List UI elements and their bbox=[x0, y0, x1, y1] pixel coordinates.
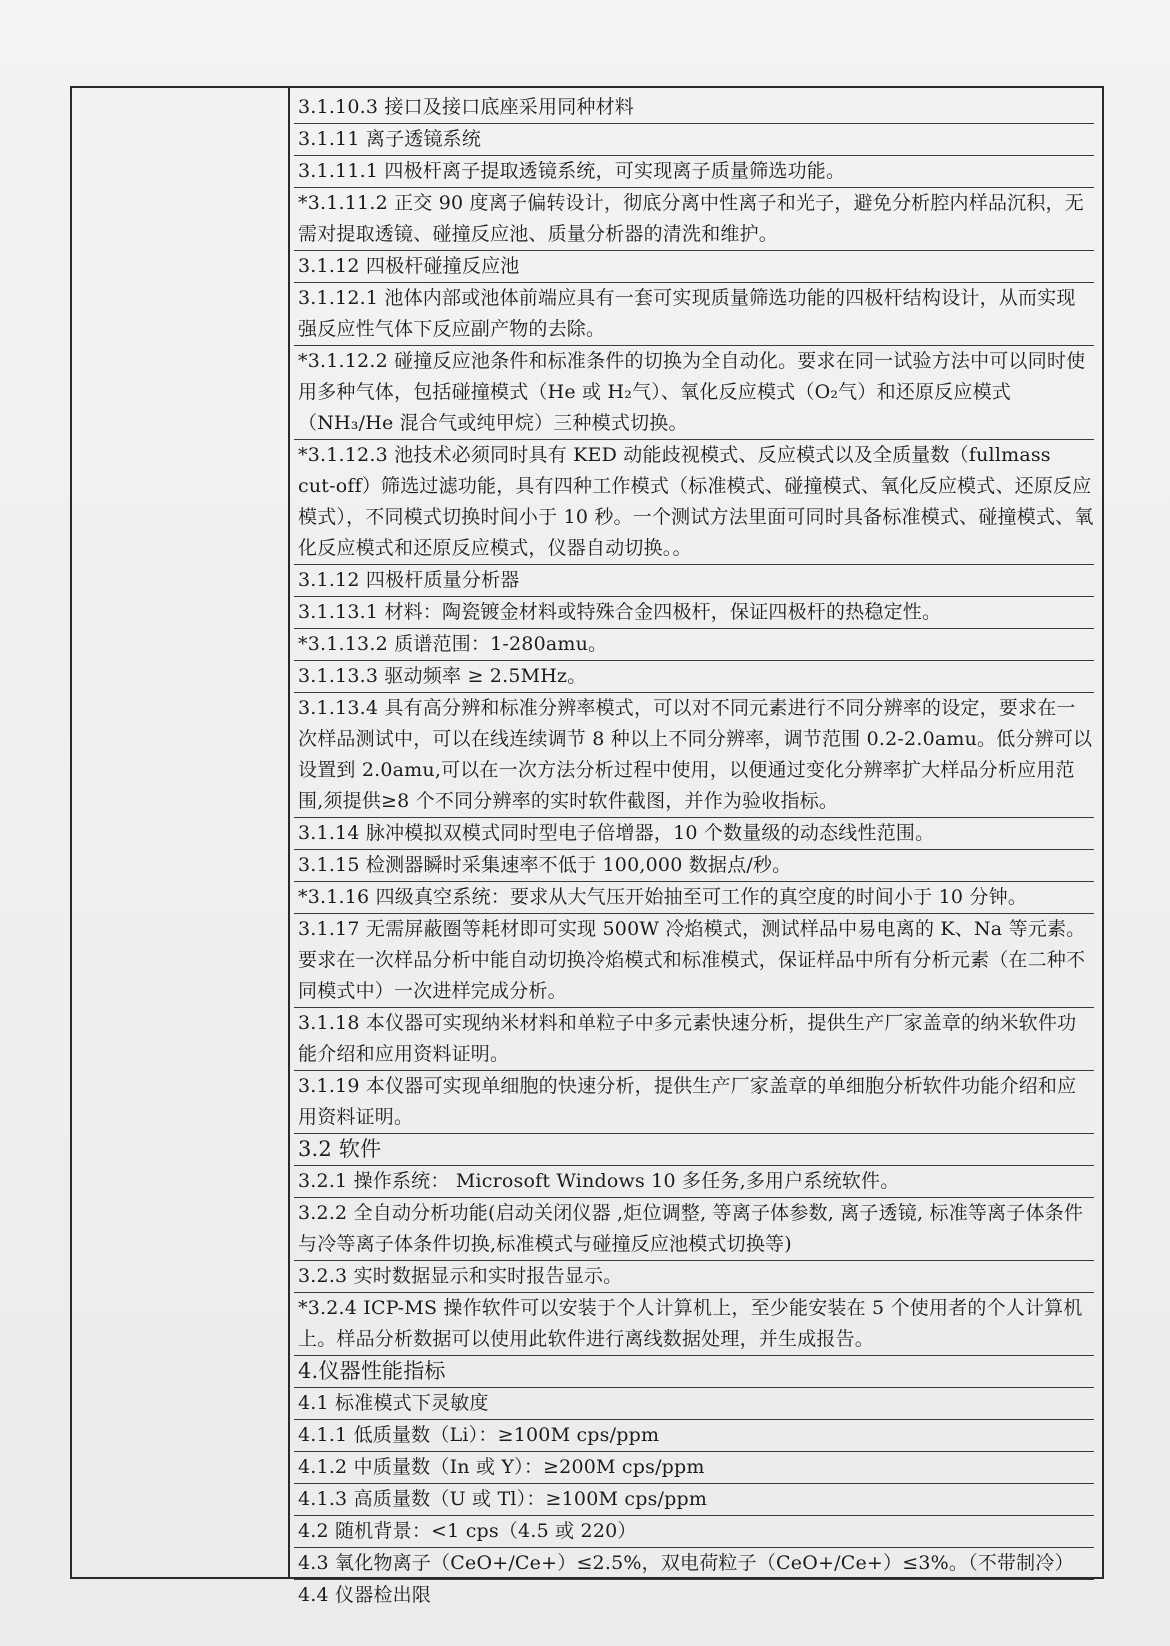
spec-row: 3.1.13.4 具有高分辨和标准分辨率模式，可以对不同元素进行不同分辨率的设定，要求在一次样品测试中，可以在线连续调节 8 种以上不同分辨率，调节范围 0.2-2.0amu。低分辨可以设置到 2.0amu,可以在一次方法分析过程中使用，以便通过变化分辨率扩大样品分析应用范围,须提供≥8 个不同分辨率的实时软件截图，并作为验收指标。 bbox=[294, 693, 1094, 818]
spec-row: 3.1.13.1 材料：陶瓷镀金材料或特殊合金四极杆，保证四极杆的热稳定性。 bbox=[294, 597, 1094, 629]
spec-row: 3.1.12.1 池体内部或池体前端应具有一套可实现质量筛选功能的四极杆结构设计，从而实现强反应性气体下反应副产物的去除。 bbox=[294, 283, 1094, 346]
spec-row: 3.1.13.3 驱动频率 ≥ 2.5MHz。 bbox=[294, 661, 1094, 693]
spec-row: 4.4 仪器检出限 bbox=[298, 1584, 432, 1606]
spec-row: 3.1.18 本仪器可实现纳米材料和单粒子中多元素快速分析，提供生产厂家盖章的纳米软件功能介绍和应用资料证明。 bbox=[294, 1008, 1094, 1071]
spec-row: *3.1.16 四级真空系统：要求从大气压开始抽至可工作的真空度的时间小于 10 分钟。 bbox=[294, 882, 1094, 914]
spec-row: *3.1.13.2 质谱范围：1-280amu。 bbox=[294, 629, 1094, 661]
spec-row: 3.2.1 操作系统： Microsoft Windows 10 多任务,多用户系统软件。 bbox=[294, 1166, 1094, 1198]
spec-row: 3.2.3 实时数据显示和实时报告显示。 bbox=[294, 1261, 1094, 1293]
spec-row: 4.1.1 低质量数（Li）：≥100M cps/ppm bbox=[294, 1420, 1094, 1452]
column-divider bbox=[288, 88, 290, 1577]
spec-row: 3.1.10.3 接口及接口底座采用同种材料 bbox=[294, 92, 1094, 124]
spec-row: 3.1.11 离子透镜系统 bbox=[294, 124, 1094, 156]
spec-row: *3.1.11.2 正交 90 度离子偏转设计，彻底分离中性离子和光子，避免分析腔内样品沉积，无需对提取透镜、碰撞反应池、质量分析器的清洗和维护。 bbox=[294, 188, 1094, 251]
spec-row: 3.1.12 四极杆碰撞反应池 bbox=[294, 251, 1094, 283]
spec-table bbox=[70, 86, 1104, 1606]
spec-row: 4.2 随机背景：<1 cps（4.5 或 220） bbox=[294, 1516, 1094, 1548]
spec-row: 3.1.17 无需屏蔽圈等耗材即可实现 500W 冷焰模式，测试样品中易电离的 K、Na 等元素。要求在一次样品分析中能自动切换冷焰模式和标准模式，保证样品中所有分析元素（在二种不同模式中）一次进样完成分析。 bbox=[294, 914, 1094, 1008]
spec-row: 3.2 软件 bbox=[294, 1134, 1094, 1166]
spec-row: *3.1.12.3 池技术必须同时具有 KED 动能歧视模式、反应模式以及全质量数（fullmass cut-off）筛选过滤功能，具有四种工作模式（标准模式、碰撞模式、氧化反应模式、还原反应模式），不同模式切换时间小于 10 秒。一个测试方法里面可同时具备标准模式、碰撞模式、氧化反应模式和还原反应模式，仪器自动切换。。 bbox=[294, 440, 1094, 565]
spec-row: 4.仪器性能指标 bbox=[294, 1356, 1094, 1388]
spec-row: 3.1.14 脉冲模拟双模式同时型电子倍增器，10 个数量级的动态线性范围。 bbox=[294, 818, 1094, 850]
spec-row: *3.2.4 ICP-MS 操作软件可以安装于个人计算机上，至少能安装在 5 个使用者的个人计算机上。样品分析数据可以使用此软件进行离线数据处理，并生成报告。 bbox=[294, 1293, 1094, 1356]
spec-row: 3.1.12 四极杆质量分析器 bbox=[294, 565, 1094, 597]
spec-row: *3.1.12.2 碰撞反应池条件和标准条件的切换为全自动化。要求在同一试验方法中可以同时使用多种气体，包括碰撞模式（He 或 H₂气）、氧化反应模式（O₂气）和还原反应模式（NH₃/He 混合气或纯甲烷）三种模式切换。 bbox=[294, 346, 1094, 440]
spec-content-cell bbox=[294, 92, 1094, 1611]
spec-row: 4.1.2 中质量数（In 或 Y）：≥200M cps/ppm bbox=[294, 1452, 1094, 1484]
spec-row: 3.2.2 全自动分析功能(启动关闭仪器 ,炬位调整, 等离子体参数, 离子透镜, 标准等离子体条件与冷等离子体条件切换,标准模式与碰撞反应池模式切换等) bbox=[294, 1198, 1094, 1261]
spec-row: 4.3 氧化物离子（CeO+/Ce+）≤2.5%，双电荷粒子（CeO+/Ce+）≤3%。（不带制冷） bbox=[294, 1548, 1094, 1580]
spec-row: 3.1.19 本仪器可实现单细胞的快速分析，提供生产厂家盖章的单细胞分析软件功能介绍和应用资料证明。 bbox=[294, 1071, 1094, 1134]
spec-row: 3.1.15 检测器瞬时采集速率不低于 100,000 数据点/秒。 bbox=[294, 850, 1094, 882]
spec-row: 4.1.3 高质量数（U 或 Tl）：≥100M cps/ppm bbox=[294, 1484, 1094, 1516]
spec-row: 4.1 标准模式下灵敏度 bbox=[294, 1388, 1094, 1420]
spec-row: 3.1.11.1 四极杆离子提取透镜系统，可实现离子质量筛选功能。 bbox=[294, 156, 1094, 188]
